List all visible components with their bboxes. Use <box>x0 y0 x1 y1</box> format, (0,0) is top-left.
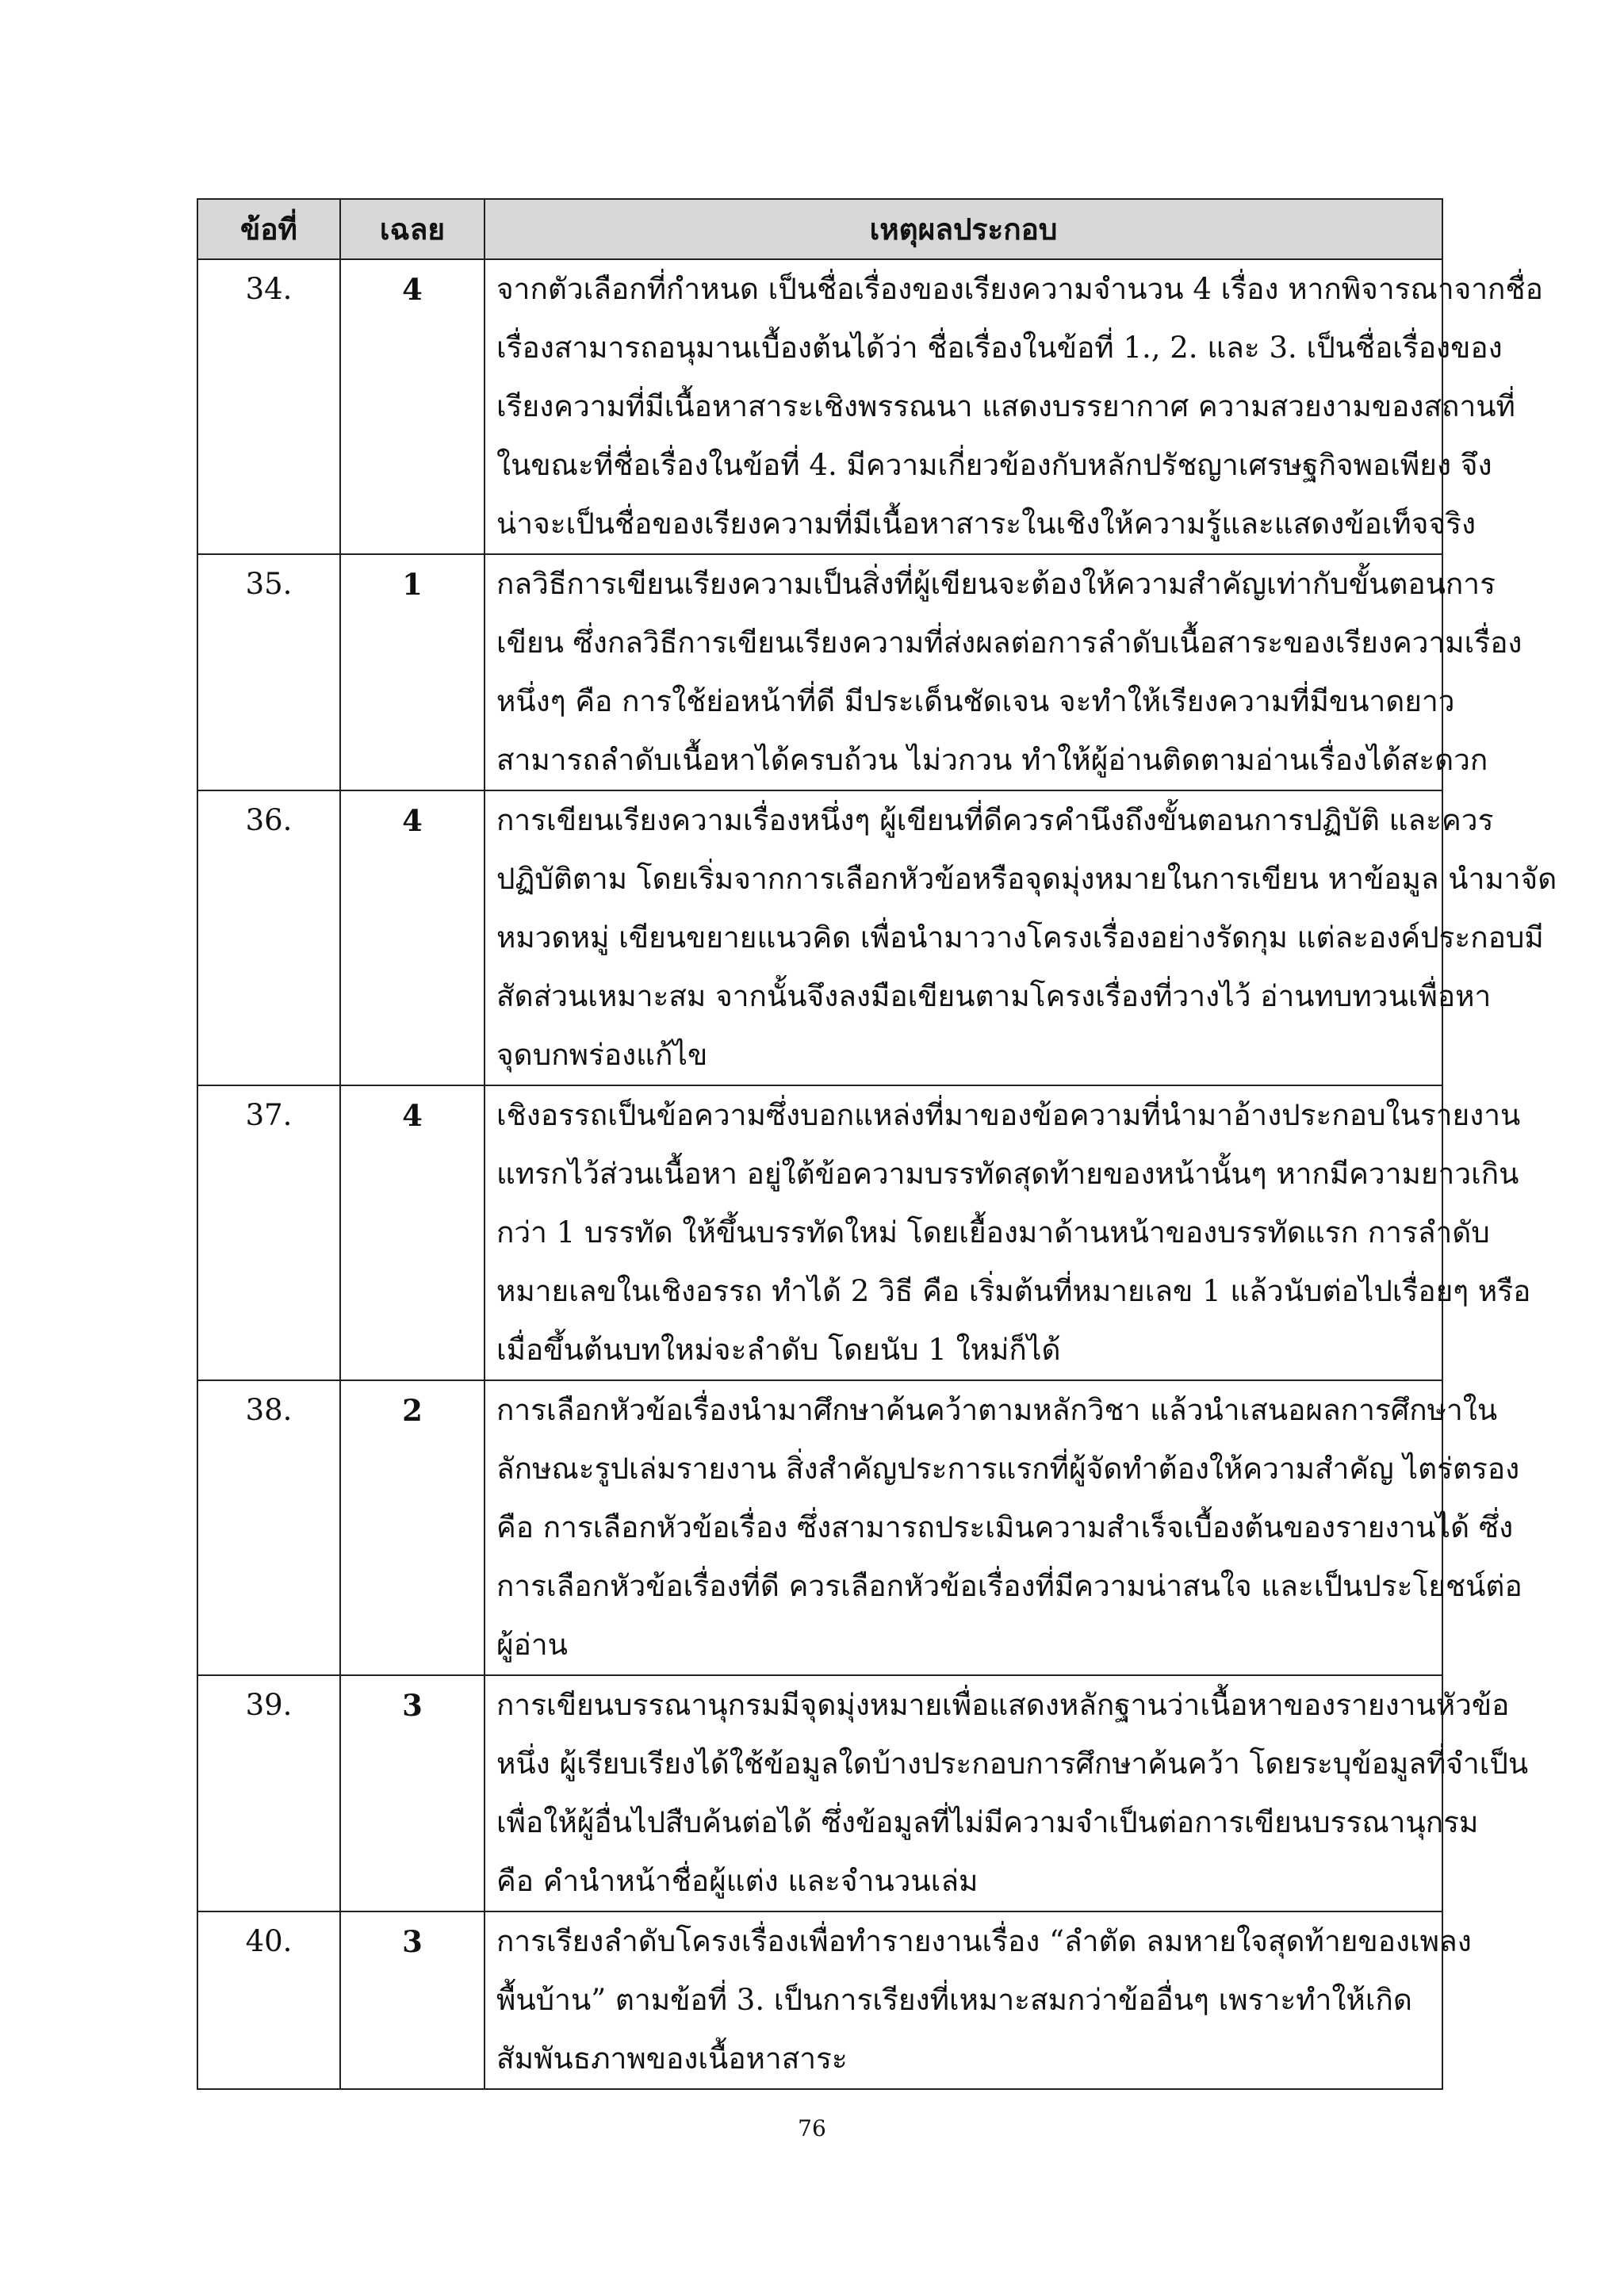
question-number: 37. <box>197 1085 340 1380</box>
question-number: 36. <box>197 790 340 1085</box>
reason-line: เรียงความที่มีเนื้อหาสาระเชิงพรรณนา แสดงบรรยากาศ ความสวยงามของสถานที่ <box>496 389 1515 423</box>
reason-line: พื้นบ้าน” ตามข้อที่ 3. เป็นการเรียงที่เหมาะสมกว่าข้ออื่นๆ เพราะทำให้เกิด <box>496 1983 1412 2017</box>
reason-line: น่าจะเป็นชื่อของเรียงความที่มีเนื้อหาสาระในเชิงให้ความรู้และแสดงข้อเท็จจริง <box>496 507 1477 541</box>
reason-line: เพื่อให้ผู้อื่นไปสืบค้นต่อได้ ซึ่งข้อมูลที่ไม่มีความจำเป็นต่อการเขียนบรรณานุกรม <box>496 1805 1479 1839</box>
answer-key: 4 <box>340 790 485 1085</box>
header-number: ข้อที่ <box>197 199 340 259</box>
page-number: 76 <box>798 2115 826 2141</box>
reason-line: สามารถลำดับเนื้อหาได้ครบถ้วน ไม่วกวน ทำให้ผู้อ่านติดตามอ่านเรื่องได้สะดวก <box>496 743 1488 777</box>
table-row <box>197 554 1442 790</box>
reason-line: หนึ่ง ผู้เรียบเรียงได้ใช้ข้อมูลใดบ้างประกอบการศึกษาค้นคว้า โดยระบุข้อมูลที่จำเป็น <box>496 1747 1529 1781</box>
answer-key: 3 <box>340 1675 485 1911</box>
question-number: 35. <box>197 554 340 790</box>
reason-line: การเรียงลำดับโครงเรื่องเพื่อทำรายงานเรื่อง “ลำตัด ลมหายใจสุดท้ายของเพลง <box>496 1924 1472 1958</box>
reason-cell <box>485 1911 1472 2089</box>
question-number: 40. <box>197 1911 340 2089</box>
reason-line: เขียน ซึ่งกลวิธีการเขียนเรียงความที่ส่งผลต่อการลำดับเนื้อสาระของเรียงความเรื่อง <box>496 626 1522 660</box>
table-body <box>197 259 1557 2089</box>
reason-line: การเลือกหัวข้อเรื่องนำมาศึกษาค้นคว้าตามหลักวิชา แล้วนำเสนอผลการศึกษาใน <box>496 1393 1498 1427</box>
table-row <box>197 1675 1442 1911</box>
answer-key: 3 <box>340 1911 485 2089</box>
reason-cell <box>485 554 1522 790</box>
reason-line: จุดบกพร่องแก้ไข <box>496 1038 708 1072</box>
question-number: 34. <box>197 259 340 554</box>
header-row <box>197 199 1442 259</box>
answer-key: 4 <box>340 259 485 554</box>
reason-line: สัมพันธภาพของเนื้อหาสาระ <box>496 2042 848 2076</box>
reason-line: หมายเลขในเชิงอรรถ ทำได้ 2 วิธี คือ เริ่มต้นที่หมายเลข 1 แล้วนับต่อไปเรื่อยๆ หรือ <box>496 1274 1531 1308</box>
reason-cell <box>485 1380 1522 1675</box>
question-number: 38. <box>197 1380 340 1675</box>
reason-line: เชิงอรรถเป็นข้อความซึ่งบอกแหล่งที่มาของข้อความที่นำมาอ้างประกอบในรายงาน <box>496 1098 1521 1132</box>
reason-cell <box>485 1085 1531 1380</box>
reason-line: แทรกไว้ส่วนเนื้อหา อยู่ใต้ข้อความบรรทัดสุดท้ายของหน้านั้นๆ หากมีความยาวเกิน <box>496 1157 1519 1191</box>
answer-key: 4 <box>340 1085 485 1380</box>
question-number: 39. <box>197 1675 340 1911</box>
reason-line: คือ คำนำหน้าชื่อผู้แต่ง และจำนวนเล่ม <box>496 1864 979 1898</box>
reason-line: หนึ่งๆ คือ การใช้ย่อหน้าที่ดี มีประเด็นชัดเจน จะทำให้เรียงความที่มีขนาดยาว <box>496 684 1455 718</box>
table-row <box>197 790 1442 1085</box>
reason-line: ในขณะที่ชื่อเรื่องในข้อที่ 4. มีความเกี่ยวข้องกับหลักปรัชญาเศรษฐกิจพอเพียง จึง <box>496 448 1492 482</box>
answer-table <box>197 198 1557 2090</box>
reason-line: เมื่อขึ้นต้นบทใหม่จะลำดับ โดยนับ 1 ใหม่ก็ได้ <box>496 1333 1061 1367</box>
reason-line: คือ การเลือกหัวข้อเรื่อง ซึ่งสามารถประเมินความสำเร็จเบื้องต้นของรายงานได้ ซึ่ง <box>496 1510 1514 1544</box>
header-reason: เหตุผลประกอบ <box>485 199 1442 259</box>
table-row <box>197 259 1442 554</box>
reason-cell <box>485 259 1543 554</box>
table-row <box>197 1085 1442 1380</box>
reason-cell <box>485 1675 1529 1911</box>
reason-line: ลักษณะรูปเล่มรายงาน สิ่งสำคัญประการแรกที่ผู้จัดทำต้องให้ความสำคัญ ไตร่ตรอง <box>496 1452 1520 1486</box>
reason-line: เรื่องสามารถอนุมานเบื้องต้นได้ว่า ชื่อเรื่องในข้อที่ 1., 2. และ 3. เป็นชื่อเรื่องของ <box>496 331 1503 365</box>
answer-key: 1 <box>340 554 485 790</box>
reason-line: กลวิธีการเขียนเรียงความเป็นสิ่งที่ผู้เขียนจะต้องให้ความสำคัญเท่ากับขั้นตอนการ <box>496 567 1496 601</box>
reason-line: การเขียนเรียงความเรื่องหนึ่งๆ ผู้เขียนที่ดีควรคำนึงถึงขั้นตอนการปฏิบัติ และควร <box>496 803 1494 837</box>
reason-cell <box>485 790 1557 1085</box>
reason-line: การเขียนบรรณานุกรมมีจุดมุ่งหมายเพื่อแสดงหลักฐานว่าเนื้อหาของรายงานหัวข้อ <box>496 1688 1510 1722</box>
table-row <box>197 1911 1442 2089</box>
reason-line: ผู้อ่าน <box>496 1628 568 1662</box>
table-row <box>197 1380 1442 1675</box>
reason-line: หมวดหมู่ เขียนขยายแนวคิด เพื่อนำมาวางโครงเรื่องอย่างรัดกุม แต่ละองค์ประกอบมี <box>496 920 1544 955</box>
reason-line: กว่า 1 บรรทัด ให้ขึ้นบรรทัดใหม่ โดยเยื้องมาด้านหน้าของบรรทัดแรก การลำดับ <box>496 1215 1490 1249</box>
reason-line: ปฏิบัติตาม โดยเริ่มจากการเลือกหัวข้อหรือจุดมุ่งหมายในการเขียน หาข้อมูล นำมาจัด <box>496 862 1557 896</box>
reason-line: สัดส่วนเหมาะสม จากนั้นจึงลงมือเขียนตามโครงเรื่องที่วางไว้ อ่านทบทวนเพื่อหา <box>496 979 1492 1013</box>
header-answer: เฉลย <box>340 199 485 259</box>
answer-key: 2 <box>340 1380 485 1675</box>
reason-line: จากตัวเลือกที่กำหนด เป็นชื่อเรื่องของเรียงความจำนวน 4 เรื่อง หากพิจารณาจากชื่อ <box>496 272 1543 306</box>
reason-line: การเลือกหัวข้อเรื่องที่ดี ควรเลือกหัวข้อเรื่องที่มีความน่าสนใจ และเป็นประโยชน์ต่อ <box>496 1569 1522 1603</box>
